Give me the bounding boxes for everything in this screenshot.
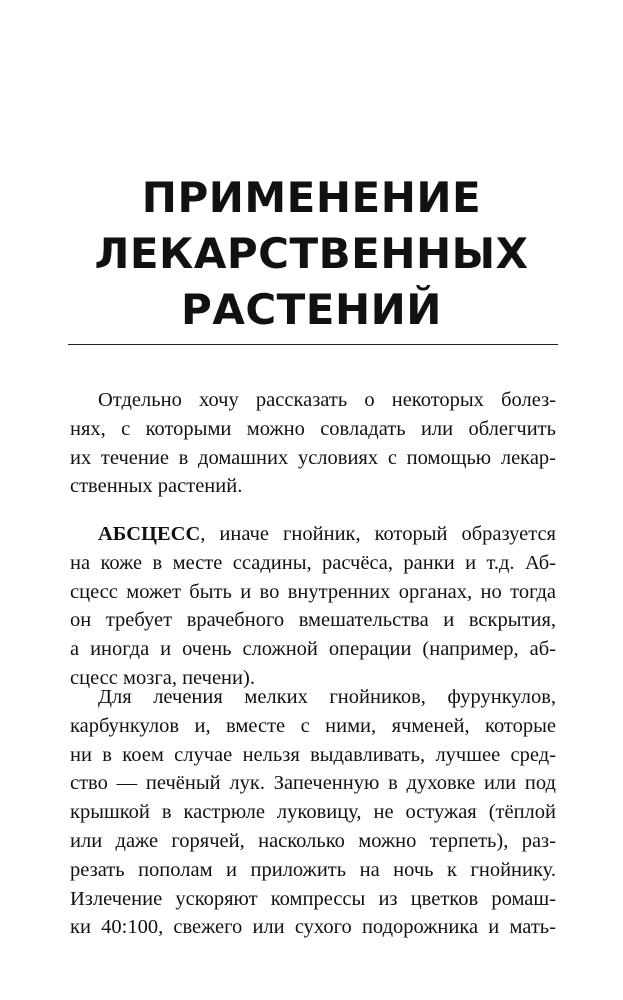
abscess-paragraph — [70, 520, 556, 693]
chapter-title — [60, 170, 563, 338]
chapter-title-line: ПРИМЕНЕНИЕ — [141, 173, 482, 222]
chapter-title-line: ЛЕКАРСТВЕННЫХ — [94, 229, 529, 278]
text-line: карбункулов и, вместе с ними, ячменей, которые — [70, 714, 556, 737]
chapter-title-line: РАСТЕНИЙ — [181, 285, 442, 334]
text-line: ни в коем случае нельзя выдавливать, лучшее сред- — [70, 743, 556, 766]
text-line — [70, 520, 556, 549]
text-line: крышкой в кастрюле луковицу, не остужая (тёплой — [70, 801, 556, 824]
text-line: Отдельно хочу рассказать о некоторых болез- — [98, 389, 556, 411]
text-line: ки 40:100, свежего или сухого подорожника и мать- — [70, 916, 556, 939]
text-line: на коже в месте ссадины, расчёса, ранки и т.д. Аб- — [70, 551, 556, 574]
text-line: резать пополам и приложить на ночь к гнойнику. — [70, 858, 556, 881]
text-line: нях, с которыми можно совладать или облегчить — [70, 417, 556, 440]
text-fragment: , иначе гнойник, который образуется — [200, 523, 556, 545]
treatment-paragraph — [70, 683, 556, 942]
intro-paragraph — [70, 386, 556, 501]
text-line: Для лечения мелких гнойников, фурункулов, — [98, 686, 556, 708]
text-line: ство — печёный лук. Запеченную в духовке или под — [70, 772, 556, 795]
text-line: Излечение ускоряют компрессы из цветков ромаш- — [70, 887, 556, 910]
text-line: ственных растений. — [70, 475, 243, 498]
text-line: сцесс может быть и во внутренних органах, но тогда — [70, 580, 556, 603]
text-line: а иногда и очень сложной операции (например, аб- — [70, 638, 556, 661]
term-abscess: АБСЦЕСС — [98, 523, 201, 545]
text-line: сцесс мозга, печени). — [70, 666, 255, 689]
text-line: он требует врачебного вмешательства и вскрытия, — [70, 609, 556, 632]
text-line: их течение в домашних условиях с помощью лекар- — [70, 446, 556, 469]
text-line: или даже горячей, насколько можно терпеть), раз- — [70, 829, 556, 852]
title-divider — [68, 344, 558, 345]
